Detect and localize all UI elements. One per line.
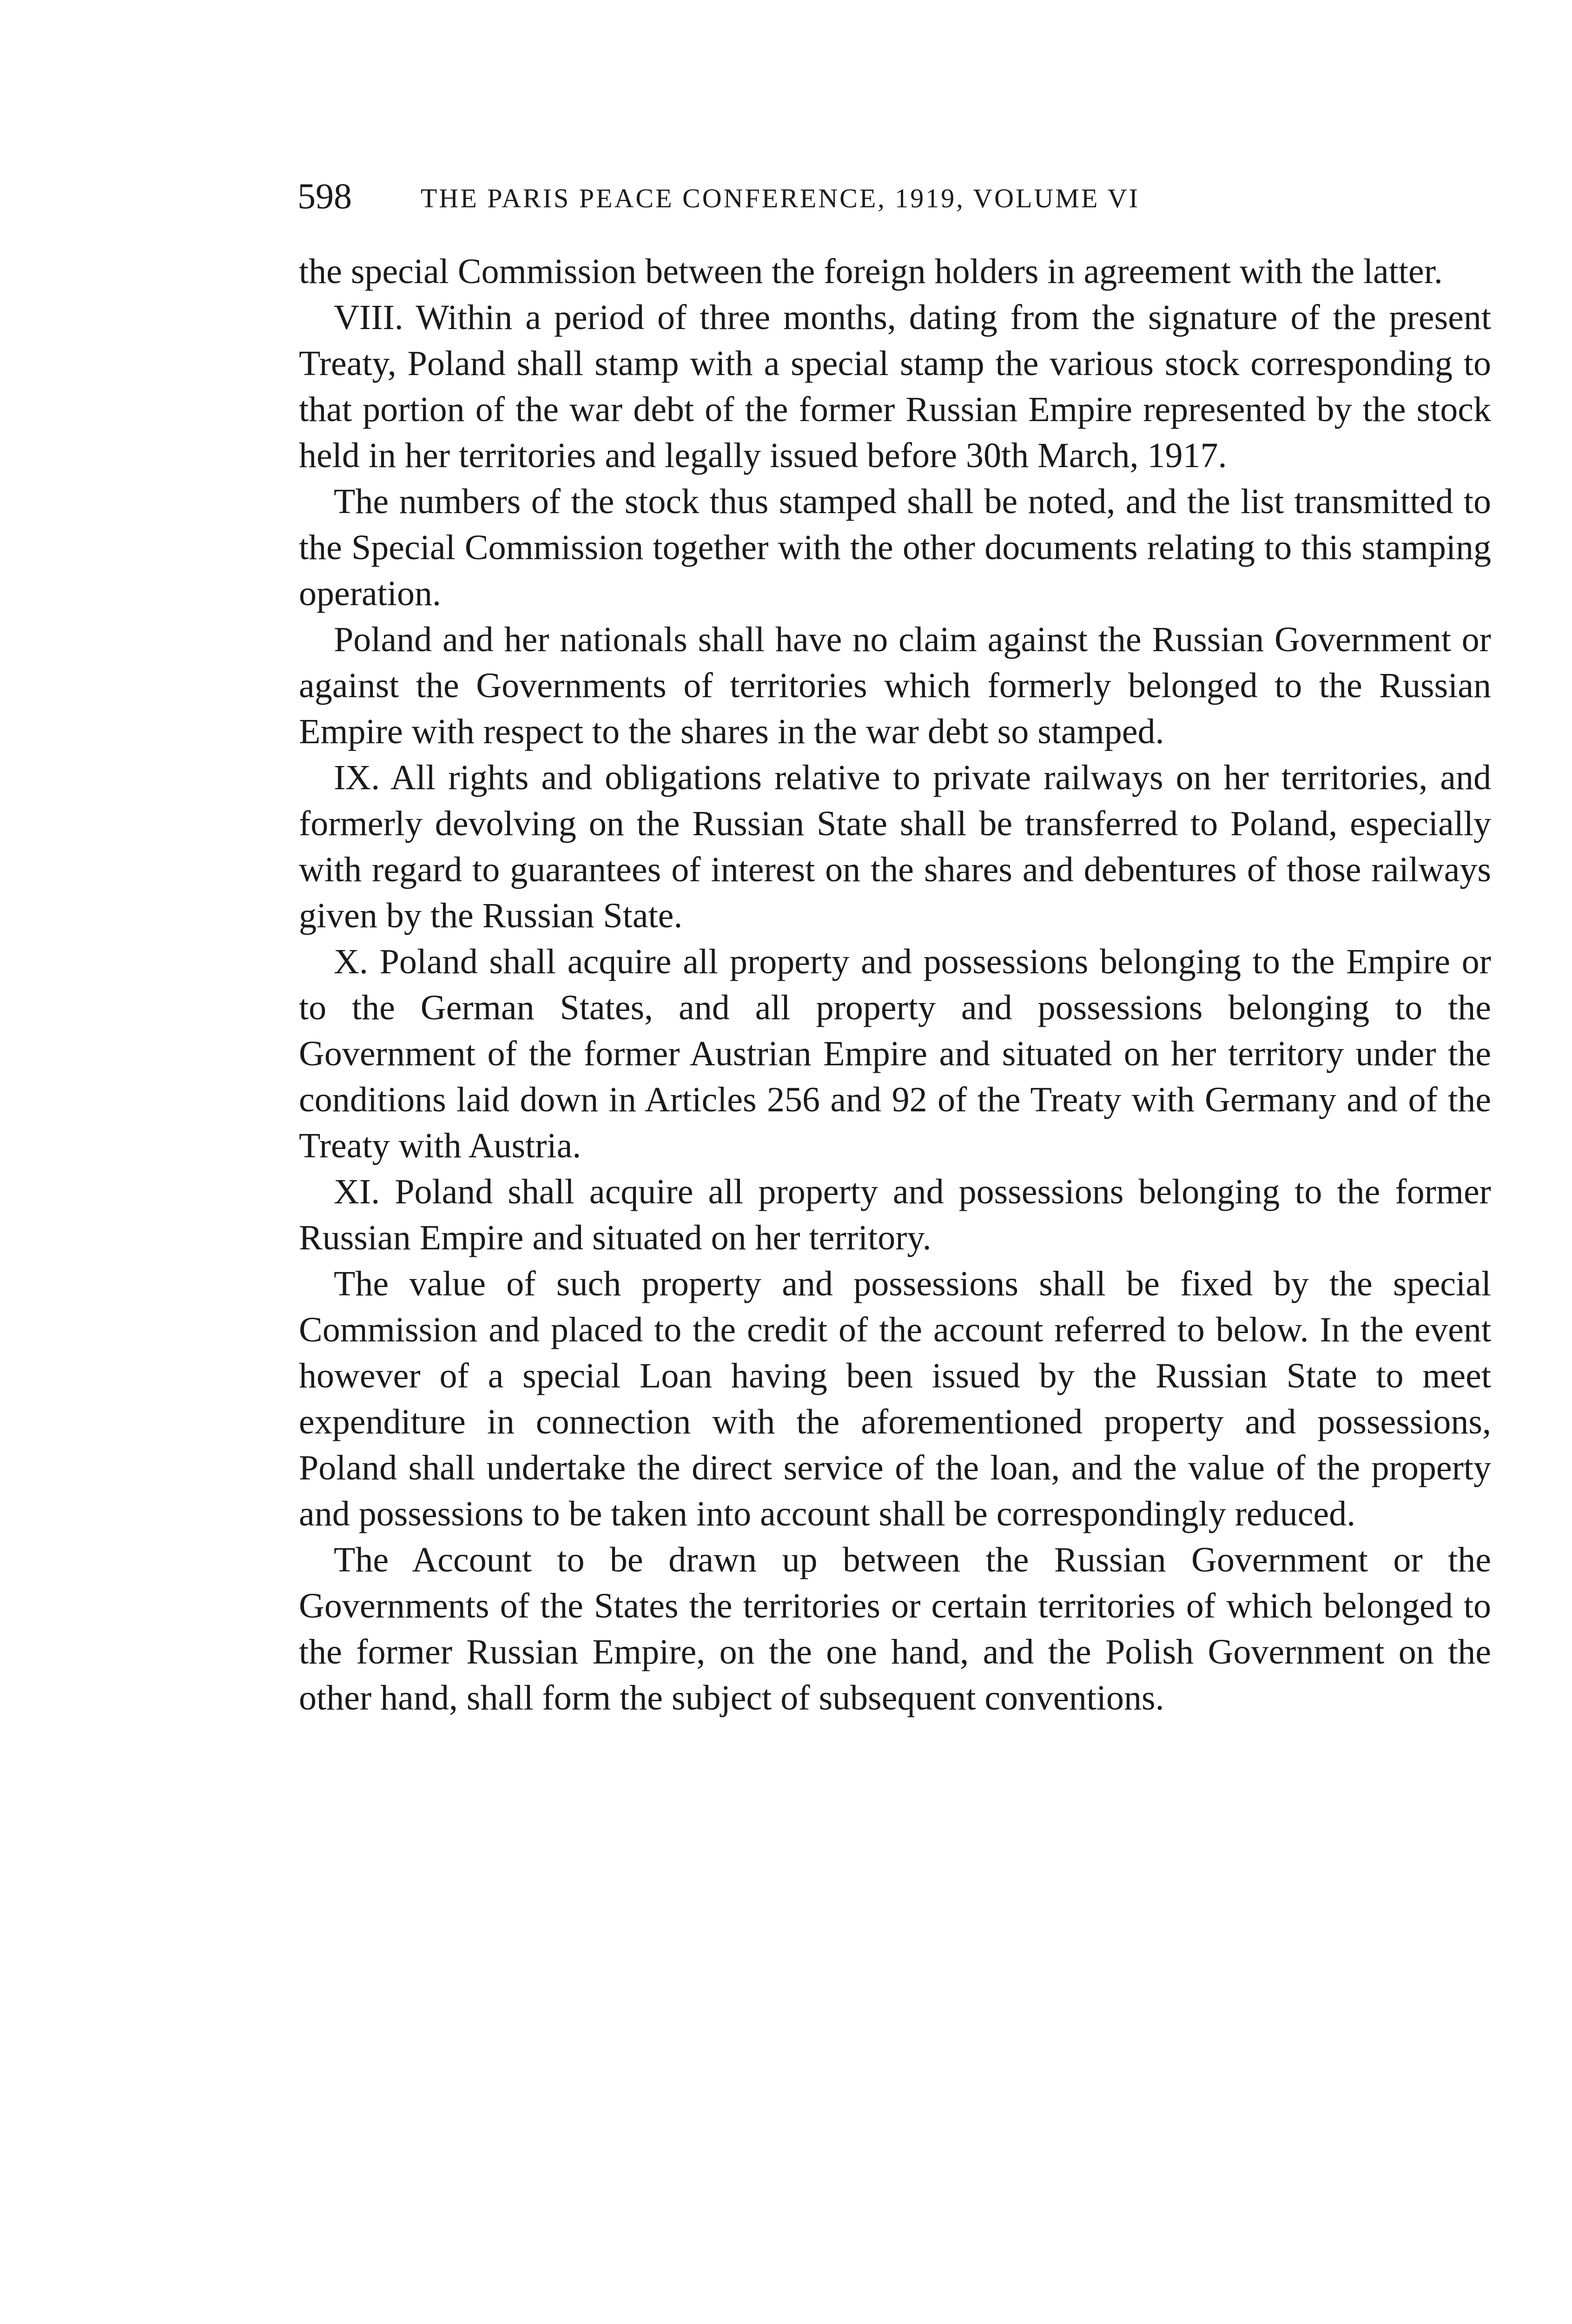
- paragraph-property-value: The value of such property and possessions shall be fixed by the special Commission and placed to the credit of the account referred to below. In the event however of a special Loan having been issued by the Russian State to meet expenditure in connection with the aforementioned property and possessions, Poland shall undertake the direct service of the loan, and the value of the property and possessions to be taken into account shall be correspondingly reduced.: [299, 1264, 1491, 1533]
- paragraph-account: The Account to be drawn up between the Russian Government or the Governments of the States the territories or certain territories of which belonged to the former Russian Empire, on the one hand, and the Polish Government on the other hand, shall form the subject of subsequent conventions.: [299, 1540, 1491, 1717]
- paragraph-article-xi: XI. Poland shall acquire all property and possessions belonging to the former Russian Empire and situated on her territory.: [299, 1172, 1491, 1257]
- paragraph-article-ix: IX. All rights and obligations relative to private railways on her territories, and formerly devolving on the Russian State shall be transferred to Poland, especially with regard to guarantees of interest on the shares and debentures of those railways given by the Russian State.: [299, 758, 1491, 935]
- paragraph-stock-numbers: The numbers of the stock thus stamped shall be noted, and the list transmitted to the Special Commission together with the other documents relating to this stamping operation.: [299, 482, 1491, 613]
- paragraph-continuation: the special Commission between the foreign holders in agreement with the latter.: [299, 252, 1443, 291]
- page-header: [297, 173, 1506, 224]
- running-head: THE PARIS PEACE CONFERENCE, 1919, VOLUME VI: [421, 183, 1140, 213]
- paragraph-article-x: X. Poland shall acquire all property and possessions belonging to the Empire or to the German States, and all property and possessions belonging to the Government of the former Austrian Empire and situated on her territory under the conditions laid down in Articles 256 and 92 of the Treaty with Germany and of the Treaty with Austria.: [299, 942, 1491, 1165]
- body-text: [299, 249, 1491, 1721]
- page-number: 598: [297, 176, 352, 216]
- paragraph-article-viii: VIII. Within a period of three months, dating from the signature of the present Treaty, Poland shall stamp with a special stamp the various stock corresponding to that portion of the war debt of the former Russian Empire represented by the stock held in her territories and legally issued before 30th March, 1917.: [299, 298, 1491, 475]
- paragraph-no-claim: Poland and her nationals shall have no claim against the Russian Government or against the Governments of territories which formerly belonged to the Russian Empire with respect to the shares in the war debt so stamped.: [299, 620, 1491, 751]
